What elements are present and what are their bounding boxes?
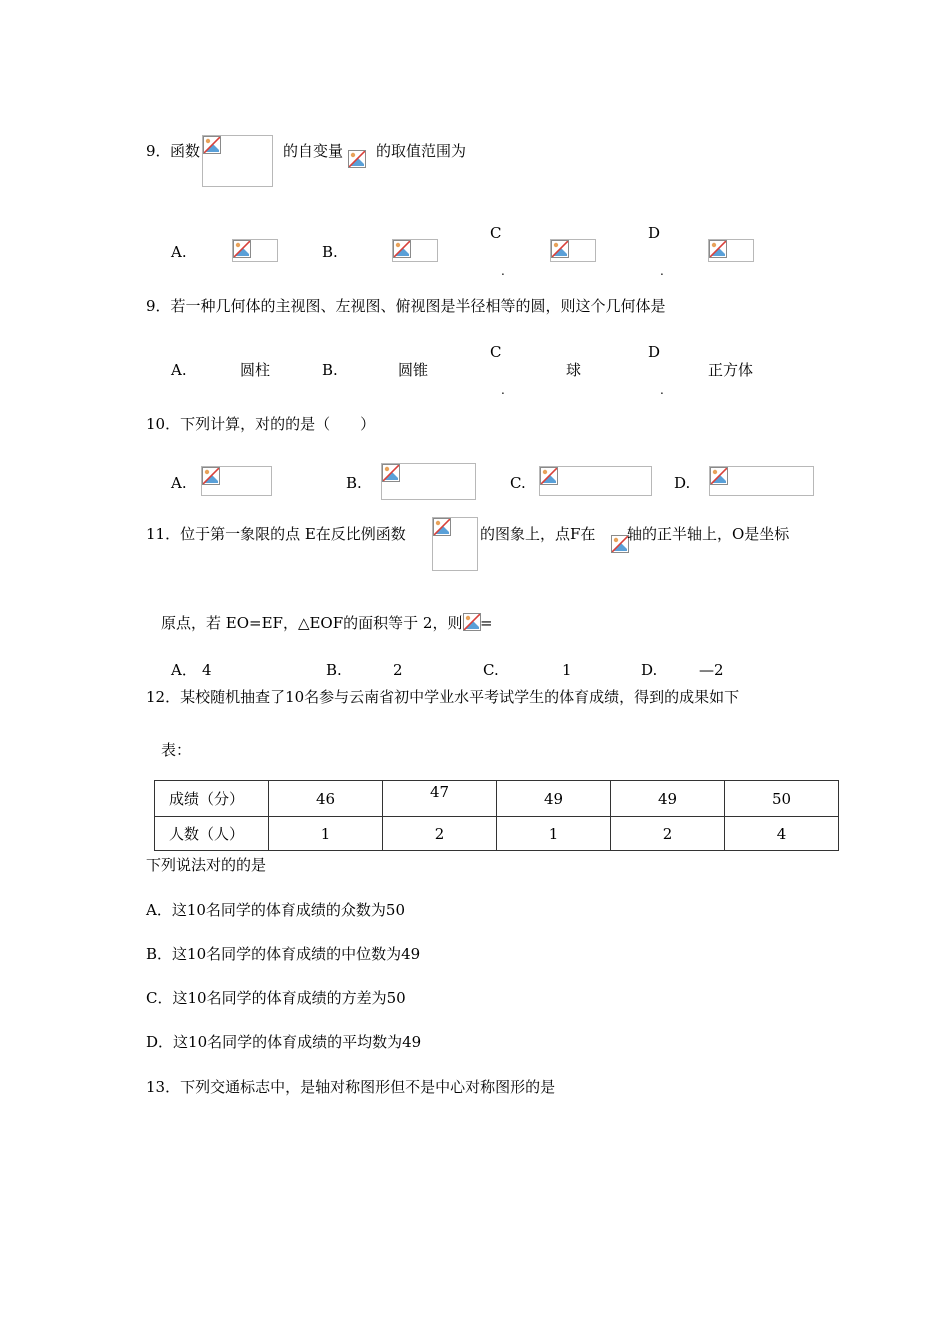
option-answer: 圆柱 (240, 361, 271, 379)
table-cell: 49 (497, 781, 611, 817)
option-answer: 圆锥 (398, 361, 429, 379)
q11-line2b: = (480, 614, 493, 632)
q9a-prefix: 函数 (170, 142, 201, 160)
option-label: C (490, 343, 502, 361)
option-label: A. (171, 361, 187, 379)
table-cell: 2 (611, 817, 725, 851)
q12-option-b: B．这10名同学的体育成绩的中位数为49 (146, 945, 421, 963)
table-cell: 50 (725, 781, 839, 817)
option-label: A. (171, 243, 187, 261)
table-row (155, 781, 839, 817)
q12-option-c: C．这10名同学的体育成绩的方差为50 (146, 989, 406, 1007)
option-answer: 正方体 (708, 361, 754, 379)
option-dot: . (660, 264, 664, 278)
option-label: C (490, 224, 502, 242)
option-label: D (648, 224, 661, 242)
q10-text: 10．下列计算，对的的是（ ） (146, 415, 376, 433)
formula-image (550, 239, 596, 262)
formula-image (201, 466, 272, 496)
broken-image-icon (203, 136, 221, 154)
broken-image-icon (463, 613, 481, 631)
option-label: A. (171, 474, 187, 492)
q9a-mid: 的自变量 (283, 142, 344, 160)
table-cell: 49 (611, 781, 725, 817)
option-answer: —2 (699, 661, 724, 679)
q12-prompt: 下列说法对的的是 (146, 856, 267, 874)
broken-image-icon (348, 150, 366, 168)
score-table (154, 780, 839, 851)
broken-image-icon (433, 518, 451, 536)
option-dot: . (501, 383, 505, 397)
table-row-label: 成绩（分） (155, 781, 269, 817)
option-answer: 2 (393, 661, 403, 679)
q11-part2: 的图象上，点F在 (480, 525, 596, 543)
q12-line2: 表： (161, 741, 192, 759)
option-label: B. (346, 474, 362, 492)
q13-text: 13．下列交通标志中，是轴对称图形但不是中心对称图形的是 (146, 1078, 556, 1096)
option-label: B. (322, 361, 338, 379)
option-label: A． (171, 661, 197, 679)
option-label: D (648, 343, 661, 361)
option-label: C. (510, 474, 526, 492)
formula-image (392, 239, 438, 262)
broken-image-icon (540, 467, 558, 485)
table-cell: 4 (725, 817, 839, 851)
formula-image (708, 239, 754, 262)
broken-image-icon (233, 240, 251, 258)
formula-image (539, 466, 652, 496)
table-cell: 1 (269, 817, 383, 851)
table-cell: 46 (269, 781, 383, 817)
option-label: B. (322, 243, 338, 261)
option-label: D. (674, 474, 691, 492)
q11-part1: 11．位于第一象限的点 E在反比例函数 (146, 525, 406, 543)
broken-image-icon (382, 464, 400, 482)
option-label: D. (641, 661, 658, 679)
formula-image (232, 239, 278, 262)
option-answer: 球 (566, 361, 582, 379)
q9a-number: 9． (146, 142, 171, 160)
option-label: C. (483, 661, 499, 679)
option-dot: . (501, 264, 505, 278)
table-cell: 1 (497, 817, 611, 851)
broken-image-icon (709, 240, 727, 258)
q12-option-a: A．这10名同学的体育成绩的众数为50 (146, 901, 406, 919)
formula-image (709, 466, 814, 496)
formula-image (202, 135, 273, 187)
q9a-suffix: 的取值范围为 (376, 142, 467, 160)
table-cell: 47 (383, 781, 497, 817)
q12-line1: 12．某校随机抽查了10名参与云南省初中学业水平考试学生的体育成绩，得到的成果如下 (146, 688, 740, 706)
q12-option-d: D．这10名同学的体育成绩的平均数为49 (146, 1033, 422, 1051)
option-label: B. (326, 661, 342, 679)
table-row-label: 人数（人） (155, 817, 269, 851)
broken-image-icon (393, 240, 411, 258)
broken-image-icon (551, 240, 569, 258)
q11-part3: 轴的正半轴上，O是坐标 (627, 525, 790, 543)
table-row (155, 817, 839, 851)
formula-image (463, 613, 481, 633)
option-answer: 1 (562, 661, 572, 679)
broken-image-icon (710, 467, 728, 485)
q11-line2a: 原点，若 EO=EF，△EOF的面积等于 2，则 (161, 614, 463, 632)
formula-image (381, 463, 476, 500)
table-cell: 2 (383, 817, 497, 851)
broken-image-icon (202, 467, 220, 485)
formula-image (348, 150, 368, 170)
option-answer: 4 (202, 661, 212, 679)
q9b-text: 9．若一种几何体的主视图、左视图、俯视图是半径相等的圆，则这个几何体是 (146, 297, 666, 315)
option-dot: . (660, 383, 664, 397)
formula-image (432, 517, 478, 571)
